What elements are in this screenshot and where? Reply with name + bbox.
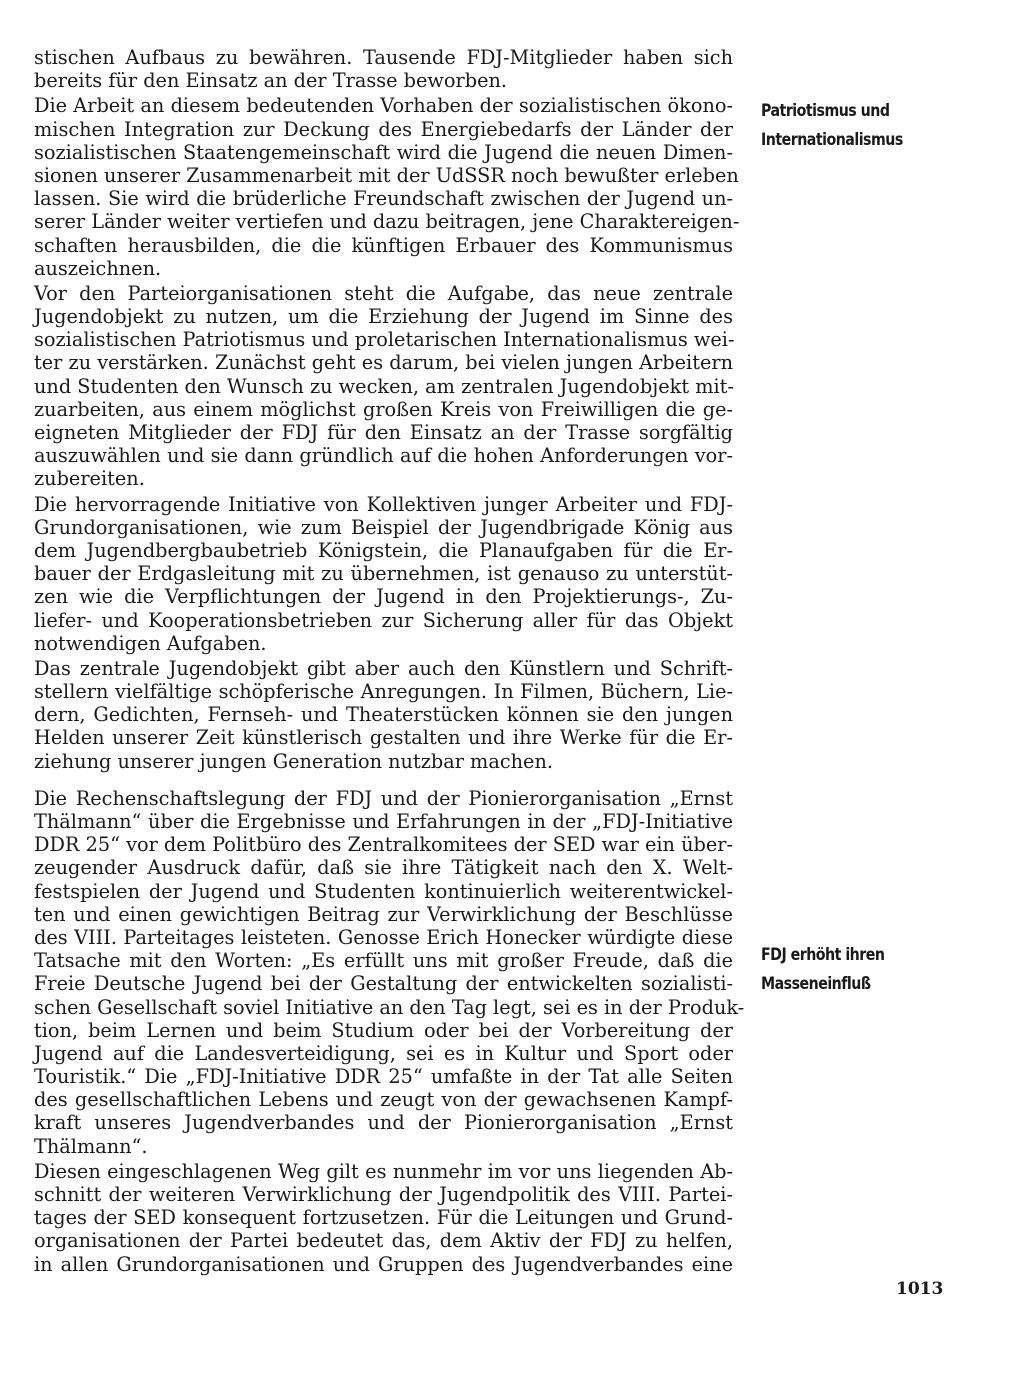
margin-note-line: Masseneinfluß	[761, 974, 871, 993]
text-line: lassen. Sie wird die brüderliche Freundschaft zwischen der Jugend un-	[34, 187, 733, 211]
text-line: auszuwählen und sie dann gründlich auf die hohen Anforderungen vor-	[34, 444, 733, 468]
text-line: und Studenten den Wunsch zu wecken, am zentralen Jugendobjekt mit-	[34, 374, 734, 398]
text-line: DDR 25“ vor dem Politbüro des Zentralkomitees der SED war ein über-	[34, 833, 734, 857]
paragraph-6	[34, 786, 745, 1158]
text-line: bauer der Erdgasleitung mit zu übernehmen, ist genauso zu unterstüt-	[34, 562, 733, 586]
margin-note-line: Internationalismus	[761, 130, 903, 149]
text-line: tages der SED konsequent fortzusetzen. Für die Leitungen und Grund-	[34, 1206, 733, 1230]
text-line: liefer- und Kooperationsbetrieben zur Sicherung aller für das Objekt	[34, 608, 733, 632]
text-line: schen Gesellschaft soviel Initiative an den Tag legt, sei es in der Produk-	[34, 995, 745, 1019]
text-line: Jugend auf die Landesverteidigung, sei es in Kultur und Sport oder	[34, 1041, 733, 1065]
text-line: schaften herausbilden, die die künftigen Erbauer des Kommunismus	[34, 233, 733, 257]
text-line: Die hervorragende Initiative von Kollektiven junger Arbeiter und FDJ-	[34, 492, 733, 516]
text-line: Grundorganisationen, wie zum Beispiel der Jugendbrigade König aus	[34, 515, 733, 539]
text-line: Freie Deutsche Jugend bei der Gestaltung der entwickelten sozialisti-	[34, 972, 733, 996]
text-line: dem Jugendbergbaubetrieb Königstein, die Planaufgaben für die Er-	[34, 538, 733, 562]
text-line: auszeichnen.	[34, 256, 162, 280]
text-line: tion, beim Lernen und beim Studium oder bei der Vorbereitung der	[34, 1018, 733, 1042]
text-line: zubereiten.	[34, 467, 145, 491]
text-line: mischen Integration zur Deckung des Energiebedarfs der Länder der	[34, 117, 733, 141]
text-line: serer Länder weiter vertiefen und dazu beitragen, jene Charaktereigen-	[34, 210, 740, 234]
text-line: stellern vielfältige schöpferische Anregungen. In Filmen, Büchern, Lie-	[34, 680, 733, 704]
margin-note-fdj	[761, 940, 884, 998]
text-line: in allen Grundorganisationen und Gruppen des Jugendverbandes eine	[34, 1252, 733, 1276]
margin-note-patriotismus	[761, 96, 903, 154]
paragraph-4	[34, 493, 733, 655]
text-line: Jugendobjekt zu nutzen, um die Erziehung der Jugend im Sinne des	[34, 305, 733, 329]
text-line: Diesen eingeschlagenen Weg gilt es nunmehr im vor uns liegenden Ab-	[34, 1159, 733, 1183]
text-line: notwendigen Aufgaben.	[34, 631, 267, 655]
text-line: zeugender Ausdruck dafür, daß sie ihre Tätigkeit nach den X. Welt-	[34, 856, 733, 880]
text-line: ziehung unserer jungen Generation nutzbar machen.	[34, 749, 553, 773]
paragraph-2	[34, 94, 740, 280]
paragraph-5	[34, 657, 733, 773]
text-line: Das zentrale Jugendobjekt gibt aber auch den Künstlern und Schrift-	[34, 656, 733, 680]
text-line: eigneten Mitglieder der FDJ für den Einsatz an der Trasse sorgfältig	[34, 421, 733, 444]
text-line: zuarbeiten, aus einem möglichst großen Kreis von Freiwilligen die ge-	[34, 397, 733, 421]
text-line: Vor den Parteiorganisationen steht die Aufgabe, das neue zentrale	[34, 281, 733, 305]
page-number: 1013	[896, 1279, 944, 1299]
text-line: Die Arbeit an diesem bedeutenden Vorhaben der sozialistischen ökono-	[34, 94, 733, 118]
margin-note-line: FDJ erhöht ihren	[761, 945, 885, 964]
text-line: ter zu verstärken. Zunächst geht es darum, bei vielen jungen Arbeitern	[34, 351, 733, 375]
text-line: Die Rechenschaftslegung der FDJ und der Pionierorganisation „Ernst	[34, 786, 733, 810]
text-line: bereits für den Einsatz an der Trasse beworben.	[34, 69, 508, 93]
main-text-column	[34, 46, 745, 1278]
text-line: schnitt der weiteren Verwirklichung der Jugendpolitik des VIII. Partei-	[34, 1183, 733, 1206]
text-line: zen wie die Verpflichtungen der Jugend in den Projektierungs-, Zu-	[34, 585, 733, 609]
margin-note-line: Patriotismus und	[761, 101, 890, 120]
text-line: Tatsache mit den Worten: „Es erfüllt uns mit großer Freude, daß die	[34, 949, 733, 973]
text-line: stischen Aufbaus zu bewähren. Tausende FDJ-Mitglieder haben sich	[34, 46, 733, 69]
text-line: Helden unserer Zeit künstlerisch gestalten und ihre Werke für die Er-	[34, 726, 733, 750]
text-line: sozialistischen Patriotismus und proletarischen Internationalismus wei-	[34, 328, 735, 352]
paragraph-7	[34, 1160, 733, 1276]
text-line: festspielen der Jugend und Studenten kontinuierlich weiterentwickel-	[34, 879, 733, 903]
paragraph-1	[34, 46, 733, 92]
text-line: ten und einen gewichtigen Beitrag zur Verwirklichung der Beschlüsse	[34, 902, 733, 926]
text-line: Touristik.“ Die „FDJ-Initiative DDR 25“ umfaßte in der Tat alle Seiten	[34, 1065, 733, 1089]
text-line: des gesellschaftlichen Lebens und zeugt von der gewachsenen Kampf-	[34, 1088, 733, 1112]
text-line: kraft unseres Jugendverbandes und der Pionierorganisation „Ernst	[34, 1111, 733, 1135]
text-line: Thälmann“.	[34, 1134, 148, 1158]
text-line: des VIII. Parteitages leisteten. Genosse Erich Honecker würdigte diese	[34, 925, 733, 949]
text-line: dern, Gedichten, Fernseh- und Theaterstücken können sie den jungen	[34, 703, 733, 727]
text-line: sozialistischen Staatengemeinschaft wird die Jugend die neuen Dimen-	[34, 140, 733, 164]
text-line: organisationen der Partei bedeutet das, dem Aktiv der FDJ zu helfen,	[34, 1229, 733, 1253]
text-line: Thälmann“ über die Ergebnisse und Erfahrungen in der „FDJ-Initiative	[34, 810, 733, 833]
text-line: sionen unserer Zusammenarbeit mit der UdSSR noch bewußter erleben	[34, 163, 739, 187]
paragraph-3	[34, 282, 733, 491]
